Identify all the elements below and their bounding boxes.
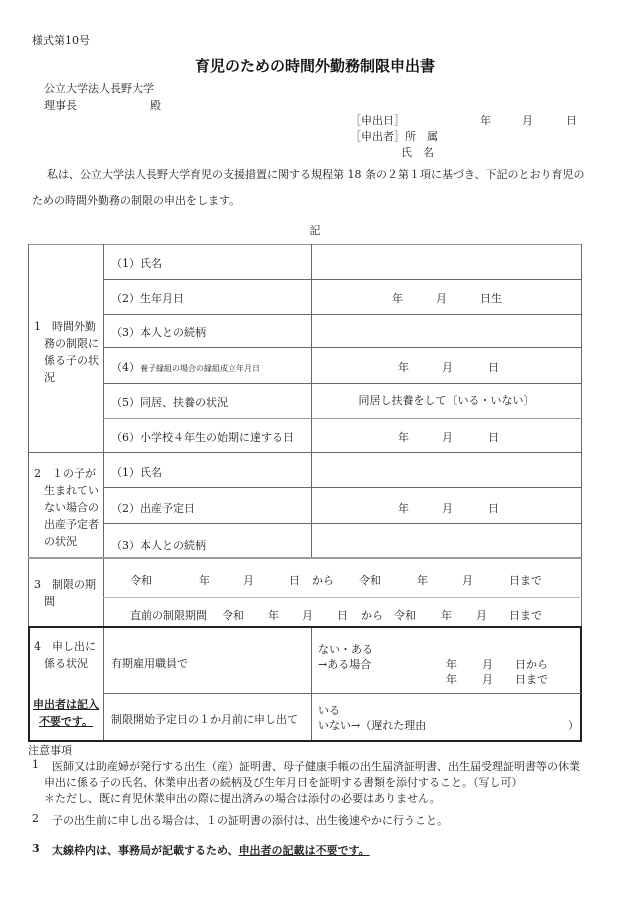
relationship-label: （3）本人との続柄 xyxy=(111,326,206,339)
note-2-num: 2 xyxy=(32,812,39,825)
section4-note xyxy=(30,696,102,730)
fixed-term-options: ない・ある xyxy=(318,643,373,656)
adoption-date-label xyxy=(111,359,260,375)
from-label: 日から xyxy=(515,658,548,671)
reiwa-label: 令和 xyxy=(394,609,416,622)
advance-yes: いる xyxy=(318,704,340,717)
year-label: 年 xyxy=(398,431,409,444)
honorific: 殿 xyxy=(150,99,161,112)
applicant-name[interactable]: 氏 名 xyxy=(401,146,434,159)
note-3-underlined: 申出者の記載は不要です。 xyxy=(238,844,370,857)
day-label: 日 xyxy=(337,609,348,622)
note-line: 申出者は記入 xyxy=(33,698,99,711)
fixed-term-if-yes: →ある場合 xyxy=(318,658,372,671)
day-label: 日生 xyxy=(480,292,502,305)
form-number: 様式第10号 xyxy=(32,34,90,47)
advance-notice-label: 制限開始予定日の１か月前に申し出て xyxy=(111,713,298,726)
note-1-line-2: 申出に係る子の氏名、休業申出者の続柄及び生年月日を証明する書類を添付すること。（写し可） xyxy=(44,776,523,789)
year-label: 年 xyxy=(199,574,210,587)
until-label: 日まで xyxy=(509,609,542,622)
note-3-plain: 太線枠内は、事務局が記載するため、 xyxy=(52,844,239,857)
month-label: 月 xyxy=(243,574,254,587)
label-line: ない場合の xyxy=(44,501,99,514)
intro-line-2: ための時間外勤務の制限の申出をします。 xyxy=(32,194,241,207)
month-label: 月 xyxy=(522,114,533,127)
relationship-field[interactable] xyxy=(312,315,581,347)
grade4-date-field[interactable] xyxy=(312,419,581,452)
due-date-label: （2）出産予定日 xyxy=(111,502,195,515)
label-small: 養子縁組の場合の縁組成立年月日 xyxy=(140,364,260,373)
month-label: 月 xyxy=(482,658,493,671)
reiwa-label: 令和 xyxy=(359,574,381,587)
fixed-term-field[interactable] xyxy=(312,628,578,693)
month-label: 月 xyxy=(462,574,473,587)
close-paren: ） xyxy=(568,719,579,732)
expectant-name-label: （1）氏名 xyxy=(111,466,162,479)
reiwa-label: 令和 xyxy=(130,574,152,587)
label-line: 3 制限の期 xyxy=(34,578,96,591)
addressee-line xyxy=(44,97,161,113)
restriction-period-field[interactable] xyxy=(104,559,581,597)
notes-title: 注意事項 xyxy=(28,744,72,757)
section1-label xyxy=(34,318,99,386)
section2-label xyxy=(34,465,99,550)
year-label: 年 xyxy=(417,574,428,587)
month-label: 月 xyxy=(442,361,453,374)
due-date-field[interactable] xyxy=(312,488,581,523)
ki-heading: 記 xyxy=(309,224,321,237)
day-label: 日 xyxy=(566,114,577,127)
child-name-label: （1）氏名 xyxy=(111,257,162,270)
day-label: 日 xyxy=(488,431,499,444)
label-line: 生まれてい xyxy=(44,484,99,497)
note-1-num: 1 xyxy=(32,758,39,771)
label-line: 務の制限に xyxy=(44,337,99,350)
birthdate-field[interactable] xyxy=(312,280,581,314)
label-line: の状況 xyxy=(44,535,77,548)
year-label: 年 xyxy=(398,361,409,374)
year-label: 年 xyxy=(441,609,452,622)
year-label: 年 xyxy=(392,292,403,305)
cohabitation-label: （5）同居、扶養の状況 xyxy=(111,396,228,409)
label-line: 2 １の子が xyxy=(34,467,96,480)
document-title: 育児のための時間外勤務制限申出書 xyxy=(194,57,435,75)
child-name-field[interactable] xyxy=(312,244,581,279)
note-1-line-1: 医師又は助産婦が発行する出生（産）証明書、母子健康手帳の出生届済証明書、出生届受理証明書等の休業 xyxy=(52,760,580,773)
expectant-name-field[interactable] xyxy=(312,453,581,487)
label-line: 係る状況 xyxy=(44,657,88,670)
reiwa-label: 令和 xyxy=(222,609,244,622)
adoption-date-field[interactable] xyxy=(312,348,581,383)
from-label: から xyxy=(312,574,334,587)
fixed-term-label: 有期雇用職員で xyxy=(111,657,188,670)
expectant-relationship-label: （3）本人との続柄 xyxy=(111,539,206,552)
day-label: 日 xyxy=(289,574,300,587)
note-3-text xyxy=(52,842,370,858)
section3-label xyxy=(34,576,96,610)
day-label: 日 xyxy=(488,502,499,515)
intro-line-1: 私は、公立大学法人長野大学育児の支援措置に関する規程第 18 条の２第１項に基づき、下記のとおり育児の xyxy=(47,168,585,181)
label-prefix: （4） xyxy=(111,361,140,374)
cohabitation-field[interactable]: 同居し扶養をして〔いる・いない〕 xyxy=(358,394,535,407)
label-line: 4 申し出に xyxy=(34,640,96,653)
month-label: 月 xyxy=(476,609,487,622)
label-line: 出産予定者 xyxy=(44,518,99,531)
label-line: 1 時間外勤 xyxy=(34,320,96,333)
expectant-relationship-field[interactable] xyxy=(312,524,581,557)
advance-notice-field[interactable] xyxy=(312,694,578,738)
application-date[interactable] xyxy=(350,112,580,126)
advance-no-reason: いない→（遅れた理由 xyxy=(318,719,427,732)
previous-period-label: 直前の制限期間 xyxy=(130,609,207,622)
table-border-right xyxy=(581,244,582,627)
year-label: 年 xyxy=(268,609,279,622)
year-label: 年 xyxy=(480,114,491,127)
month-label: 月 xyxy=(482,673,493,686)
year-label: 年 xyxy=(446,658,457,671)
application-date-label: ［申出日］ xyxy=(350,114,405,127)
previous-period-field[interactable] xyxy=(104,598,581,626)
until-label: 日まで xyxy=(509,574,542,587)
until-label: 日まで xyxy=(515,673,548,686)
day-label: 日 xyxy=(488,361,499,374)
addressee-org: 公立大学法人長野大学 xyxy=(44,82,154,95)
note-2-text: 子の出生前に申し出る場合は、１の証明書の添付は、出生後速やかに行うこと。 xyxy=(52,814,448,827)
note-line: 不要です。 xyxy=(38,715,94,728)
month-label: 月 xyxy=(442,502,453,515)
year-label: 年 xyxy=(398,502,409,515)
month-label: 月 xyxy=(436,292,447,305)
label-line: 間 xyxy=(44,595,55,608)
month-label: 月 xyxy=(302,609,313,622)
table-border-left xyxy=(28,244,29,627)
applicant-affiliation[interactable]: ［申出者］所 属 xyxy=(350,130,438,143)
year-label: 年 xyxy=(446,673,457,686)
from-label: から xyxy=(361,609,383,622)
birthdate-label: （2）生年月日 xyxy=(111,292,184,305)
month-label: 月 xyxy=(442,431,453,444)
label-line: 係る子の状 xyxy=(44,354,99,367)
note-3-num: 3 xyxy=(32,842,40,855)
label-line: 況 xyxy=(44,371,55,384)
note-1-line-3: ＊ただし、既に育児休業申出の際に提出済みの場合は添付の必要はありません。 xyxy=(44,792,441,805)
grade4-date-label: （6）小学校４年生の始期に達する日 xyxy=(111,431,294,444)
section4-label xyxy=(34,638,96,672)
addressee-title: 理事長 xyxy=(44,99,77,112)
